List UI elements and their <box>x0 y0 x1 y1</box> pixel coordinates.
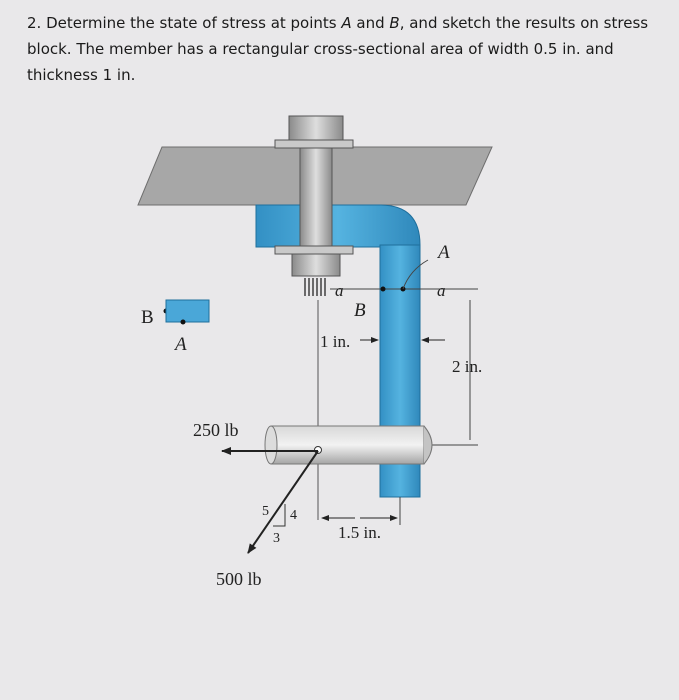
dimension-1in: 1 in. <box>320 332 351 351</box>
pin-left-end <box>265 426 277 464</box>
dimension-2in: 2 in. <box>452 357 483 376</box>
point-a-ref: A <box>341 14 352 32</box>
bolt-washer-top <box>275 140 353 148</box>
bolt-shank <box>300 148 332 248</box>
section-block-label-b: B <box>141 307 154 328</box>
force-500-label: 500 lb <box>216 569 262 589</box>
pin-body <box>271 426 424 464</box>
force-250-label: 250 lb <box>193 420 239 440</box>
point-b-ref: B <box>389 14 400 32</box>
point-b-marker <box>381 287 386 292</box>
point-label-b: B <box>354 300 366 321</box>
bolt-nut <box>292 254 340 276</box>
dimension-15in: 1.5 in. <box>338 523 381 542</box>
slope-5: 5 <box>262 504 269 519</box>
bolt-washer-bottom <box>275 246 353 254</box>
problem-text-part-3: , and sketch the results on stress block. The member has a rectangular cross-sectional area of width 0.5 in. and thickness 1 in. <box>27 14 649 84</box>
section-label-a-right: a <box>437 281 446 300</box>
cross-section-block <box>166 300 209 322</box>
point-label-a: A <box>438 242 450 263</box>
section-block-point-a <box>181 320 186 325</box>
section-block-label-a: A <box>175 334 187 355</box>
slope-4: 4 <box>290 508 297 523</box>
bolt-thread <box>305 278 325 296</box>
problem-number: 2. <box>27 14 42 32</box>
force-500-arrow <box>248 451 318 553</box>
pin-right-end <box>424 426 432 464</box>
problem-text-part-2: and <box>351 14 390 32</box>
slope-3: 3 <box>273 531 280 546</box>
section-label-a-left: a <box>335 281 344 300</box>
problem-text-part-1: Determine the state of stress at points <box>41 14 342 32</box>
